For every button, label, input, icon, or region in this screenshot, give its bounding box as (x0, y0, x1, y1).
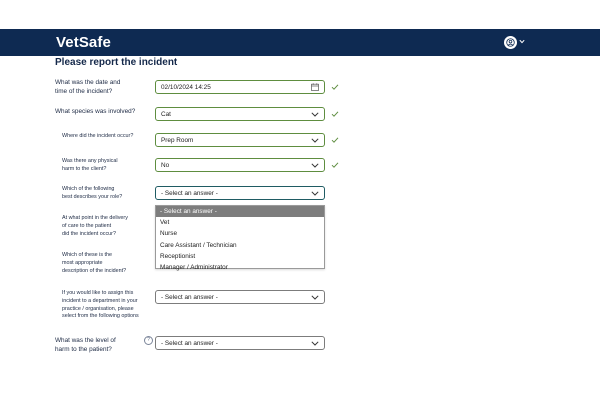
page-title: Please report the incident (55, 57, 178, 68)
role-option-manager[interactable]: Manager / Administrator (160, 263, 228, 271)
role-option-placeholder[interactable]: - Select an answer - (156, 206, 324, 217)
department-select[interactable]: - Select an answer - (155, 290, 325, 304)
role-option-nurse[interactable]: Nurse (160, 230, 178, 238)
species-select[interactable]: Cat (155, 107, 325, 121)
chevron-down-icon (310, 339, 320, 347)
location-select[interactable]: Prep Room (155, 133, 325, 147)
date-time-input[interactable]: 02/10/2024 14:25 (155, 80, 325, 94)
chevron-down-icon (519, 39, 525, 46)
help-icon[interactable]: ? (144, 336, 153, 345)
role-option-care-assistant[interactable]: Care Assistant / Technician (160, 241, 237, 249)
calendar-icon[interactable] (310, 82, 320, 92)
user-menu-button[interactable] (504, 35, 534, 49)
role-option-receptionist[interactable]: Receptionist (160, 252, 196, 260)
role-dropdown-list (155, 205, 325, 269)
patient-harm-question: What was the level of harm to the patient? (55, 337, 116, 354)
valid-check-icon (331, 161, 339, 169)
description-question: Which of these is the most appropriate description of the incident? (62, 252, 127, 274)
patient-harm-select[interactable]: - Select an answer - (155, 336, 325, 350)
client-harm-select[interactable]: No (155, 158, 325, 172)
care-point-question: At what point in the delivery of care to the patient did the incident occur? (62, 215, 128, 237)
valid-check-icon (331, 136, 339, 144)
header-bar (0, 29, 600, 56)
role-select[interactable]: - Select an answer - (155, 186, 325, 200)
chevron-down-icon (310, 110, 320, 118)
chevron-down-icon (310, 189, 320, 197)
chevron-down-icon (310, 161, 320, 169)
date-question: What was the date and time of the incident? (55, 79, 121, 96)
client-harm-question: Was there any physical harm to the client? (62, 158, 118, 172)
brand-logo[interactable]: VetSafe (56, 34, 111, 51)
location-question: Where did the incident occur? (62, 133, 134, 139)
role-question: Which of the following best describes your role? (62, 186, 123, 200)
role-option-vet[interactable]: Vet (160, 219, 170, 227)
species-question: What species was involved? (55, 108, 136, 115)
department-question: If you would like to assign this incident to a department in your practice / organisation, please select from the following options (62, 290, 139, 320)
valid-check-icon (331, 110, 339, 118)
user-avatar-icon (504, 36, 517, 49)
valid-check-icon (331, 83, 339, 91)
chevron-down-icon (310, 136, 320, 144)
chevron-down-icon (310, 293, 320, 301)
